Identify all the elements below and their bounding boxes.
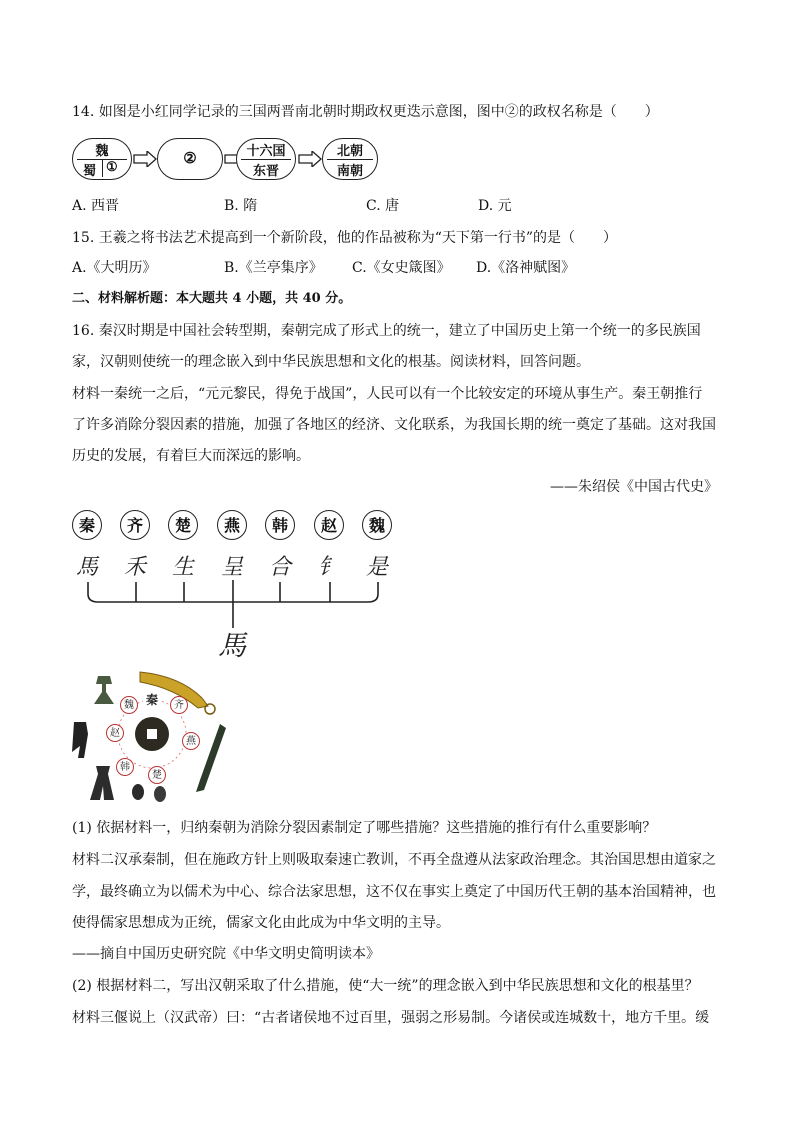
coin-label-chu: 楚 <box>148 766 166 784</box>
q15-option-b[interactable]: B.《兰亭集序》 <box>224 260 323 276</box>
coin-label-wei: 魏 <box>120 696 138 714</box>
node-wei-shu <box>72 138 132 180</box>
seal-script-diagram <box>72 510 402 670</box>
coin-label-zhao: 赵 <box>106 724 124 742</box>
q14-stem: 14. 如图是小红同学记录的三国两晋南北朝时期政权更迭示意图，图中②的政权名称是（ ） <box>72 104 659 120</box>
q16-intro-line1: 16. 秦汉时期是中国社会转型期，秦朝完成了形式上的统一，建立了中国历史上第一个统一的多民族国 <box>72 323 701 339</box>
glyph-unified: 馬 <box>218 629 247 662</box>
arrow-icon <box>133 151 157 167</box>
node1-top: 魏 <box>95 144 109 159</box>
seal-chu: 楚 <box>168 510 198 540</box>
q15-option-c[interactable]: C.《女史箴图》 <box>352 260 451 276</box>
node1-split <box>102 159 103 177</box>
node-northern-southern <box>322 138 378 180</box>
node4-top: 北朝 <box>336 144 363 159</box>
material3-line1: 材料三偃说上（汉武帝）曰：“古者诸侯地不过百里，强弱之形易制。今诸侯或连城数十，地方千里。缓 <box>72 1010 710 1026</box>
q16-sub1: (1) 依据材料一，归纳秦朝为消除分裂因素制定了哪些措施？这些措施的推行有什么重要影响？ <box>72 820 657 836</box>
node-2: ② <box>157 138 223 180</box>
material2-line1: 材料二汉承秦制，但在施政方针上则吸取秦速亡教训，不再全盘遵从法家政治理念。其治国思想由道家之 <box>72 852 716 868</box>
q15-options <box>72 258 592 278</box>
node3-bottom: 东晋 <box>252 164 279 179</box>
material2-line3: 使得儒家思想成为正统，儒家文化由此成为中华文明的主导。 <box>72 915 450 931</box>
material1-line2: 了许多消除分裂因素的措施，加强了各地区的经济、文化联系，为我国长期的统一奠定了基础。这对我国 <box>72 417 716 433</box>
material1-source: ——朱绍侯《中国古代史》 <box>550 479 718 495</box>
regime-flow-diagram <box>72 134 392 186</box>
coin-label-han: 韩 <box>116 758 134 776</box>
q14-option-d[interactable]: D. 元 <box>478 198 512 214</box>
arrow-icon <box>298 151 322 167</box>
glyph-han: 合 <box>269 555 292 580</box>
coin-label-qi: 齐 <box>170 696 188 714</box>
node1-right: ① <box>106 160 118 175</box>
q15-option-d[interactable]: D.《洛神赋图》 <box>476 260 576 276</box>
seal-qin: 秦 <box>72 510 102 540</box>
coin-label-yan: 燕 <box>182 732 200 750</box>
q14-options <box>72 196 592 216</box>
seal-yan: 燕 <box>217 510 247 540</box>
q15-option-a[interactable]: A.《大明历》 <box>72 260 157 276</box>
seal-qi: 齐 <box>120 510 150 540</box>
coins-illustration <box>70 662 230 810</box>
material1-line1: 材料一秦统一之后，“元元黎民，得免于战国”，人民可以有一个比较安定的环境从事生产。秦王朝推行 <box>72 386 703 402</box>
node1-left: 蜀 <box>83 164 97 179</box>
glyph-qin: 馬 <box>76 555 99 580</box>
q16-intro-line2: 家，汉朝则使统一的理念嵌入到中华民族思想和文化的根基。阅读材料，回答问题。 <box>72 354 590 370</box>
node4-bottom: 南朝 <box>336 164 363 179</box>
glyph-chu: 生 <box>172 555 195 580</box>
glyph-qi: 禾 <box>124 555 147 580</box>
material1-line3: 历史的发展，有着巨大而深远的影响。 <box>72 448 310 464</box>
q14-option-c[interactable]: C. 唐 <box>366 198 400 214</box>
q15-stem: 15. 王羲之将书法艺术提高到一个新阶段，他的作品被称为“天下第一行书”的是（ ） <box>72 230 618 246</box>
q14-option-b[interactable]: B. 隋 <box>224 198 258 214</box>
glyph-wei: 是 <box>366 555 389 580</box>
section-heading: 二、材料解析题：本大题共 4 小题，共 40 分。 <box>72 291 352 306</box>
material2-source: ——摘自中国历史研究院《中华文明史简明读本》 <box>72 946 380 962</box>
node3-top: 十六国 <box>246 144 286 159</box>
glyph-zhao: 钅 <box>318 555 341 580</box>
glyph-yan: 呈 <box>221 555 244 580</box>
material2-line2: 学，最终确立为以儒术为中心、综合法家思想，这不仅在事实上奠定了中国历代王朝的基本治国精神，也 <box>72 884 716 900</box>
coin-label-qin: 秦 <box>143 692 161 710</box>
seal-wei: 魏 <box>362 510 392 540</box>
seal-han: 韩 <box>265 510 295 540</box>
bracket-connector <box>72 580 402 630</box>
q14-option-a[interactable]: A. 西晋 <box>72 198 120 214</box>
ancient-coins-image <box>70 662 230 810</box>
q16-sub2: (2) 根据材料二，写出汉朝采取了什么措施，使“大一统”的理念嵌入到中华民族思想和文化的根基里？ <box>72 978 699 994</box>
node-sixteen-kingdoms <box>236 138 296 180</box>
seal-zhao: 赵 <box>314 510 344 540</box>
